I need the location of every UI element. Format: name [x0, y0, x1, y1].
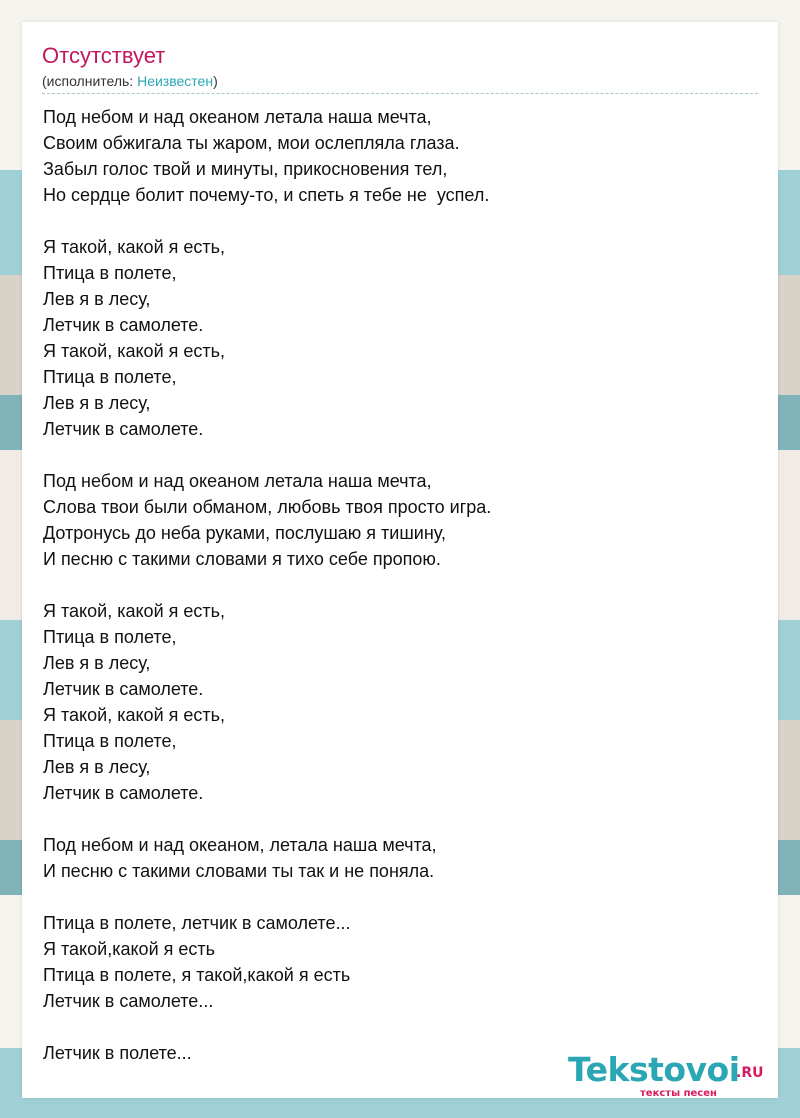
verse: [43, 104, 763, 208]
verse: [43, 468, 763, 572]
lyric-line: Птица в полете,: [43, 263, 177, 283]
lyric-line: Я такой, какой я есть,: [43, 237, 226, 257]
song-title: Отсутствует: [42, 43, 166, 68]
lyrics-card: [22, 22, 778, 1098]
lyrics-text: [43, 104, 763, 1092]
logo-wordmark: Tekstovoi: [568, 1050, 740, 1089]
lyric-line: Я такой,какой я есть: [43, 939, 216, 959]
lyric-line: Летчик в самолете.: [43, 679, 204, 699]
lyric-line: Птица в полете,: [43, 627, 177, 647]
logo-tagline: тексты песен: [640, 1088, 717, 1099]
lyric-line: Я такой, какой я есть,: [43, 601, 226, 621]
lyric-line: Под небом и над океаном летала наша мечта,: [43, 107, 432, 127]
lyric-line: Птица в полете, я такой,какой я есть: [43, 965, 351, 985]
lyric-line: Птица в полете, летчик в самолете...: [43, 913, 351, 933]
lyric-line: Летчик в полете...: [43, 1043, 192, 1063]
verse: [43, 832, 763, 884]
lyric-line: Лев я в лесу,: [43, 757, 151, 777]
lyric-line: Я такой, какой я есть,: [43, 341, 226, 361]
lyric-line: Под небом и над океаном, летала наша мечта,: [43, 835, 437, 855]
lyric-line: Лев я в лесу,: [43, 289, 151, 309]
lyric-line: Птица в полете,: [43, 731, 177, 751]
verse: [43, 910, 763, 1014]
performer-close: ): [213, 73, 218, 89]
performer-label: (исполнитель:: [42, 73, 138, 89]
lyric-line: Лев я в лесу,: [43, 653, 151, 673]
tekstovoi-logo[interactable]: [568, 1050, 778, 1099]
lyric-line: Летчик в самолете.: [43, 419, 204, 439]
lyric-line: Летчик в самолете.: [43, 315, 204, 335]
performer-line: [42, 73, 218, 89]
lyric-line: И песню с такими словами ты так и не поняла.: [43, 861, 435, 881]
lyric-line: Своим обжигала ты жаром, мои ослепляла глаза.: [43, 133, 460, 153]
lyric-line: Летчик в самолете...: [43, 991, 214, 1011]
lyric-line: Птица в полете,: [43, 367, 177, 387]
lyric-line: Забыл голос твой и минуты, прикосновения тел,: [43, 159, 448, 179]
lyric-line: Дотронусь до неба руками, послушаю я тишину,: [43, 523, 446, 543]
lyric-line: Лев я в лесу,: [43, 393, 151, 413]
verse: [43, 598, 763, 806]
lyric-line: Слова твои были обманом, любовь твоя просто игра.: [43, 497, 492, 517]
lyric-line: Но сердце болит почему-то, и спеть я тебе не успел.: [43, 185, 490, 205]
lyric-line: И песню с такими словами я тихо себе пропою.: [43, 549, 441, 569]
lyric-line: Летчик в самолете.: [43, 783, 204, 803]
logo-domain: .RU: [736, 1065, 764, 1081]
lyric-line: Под небом и над океаном летала наша мечта,: [43, 471, 432, 491]
verse: [43, 234, 763, 442]
divider: [42, 93, 758, 94]
lyric-line: Я такой, какой я есть,: [43, 705, 226, 725]
performer-link[interactable]: Неизвестен: [137, 73, 214, 89]
